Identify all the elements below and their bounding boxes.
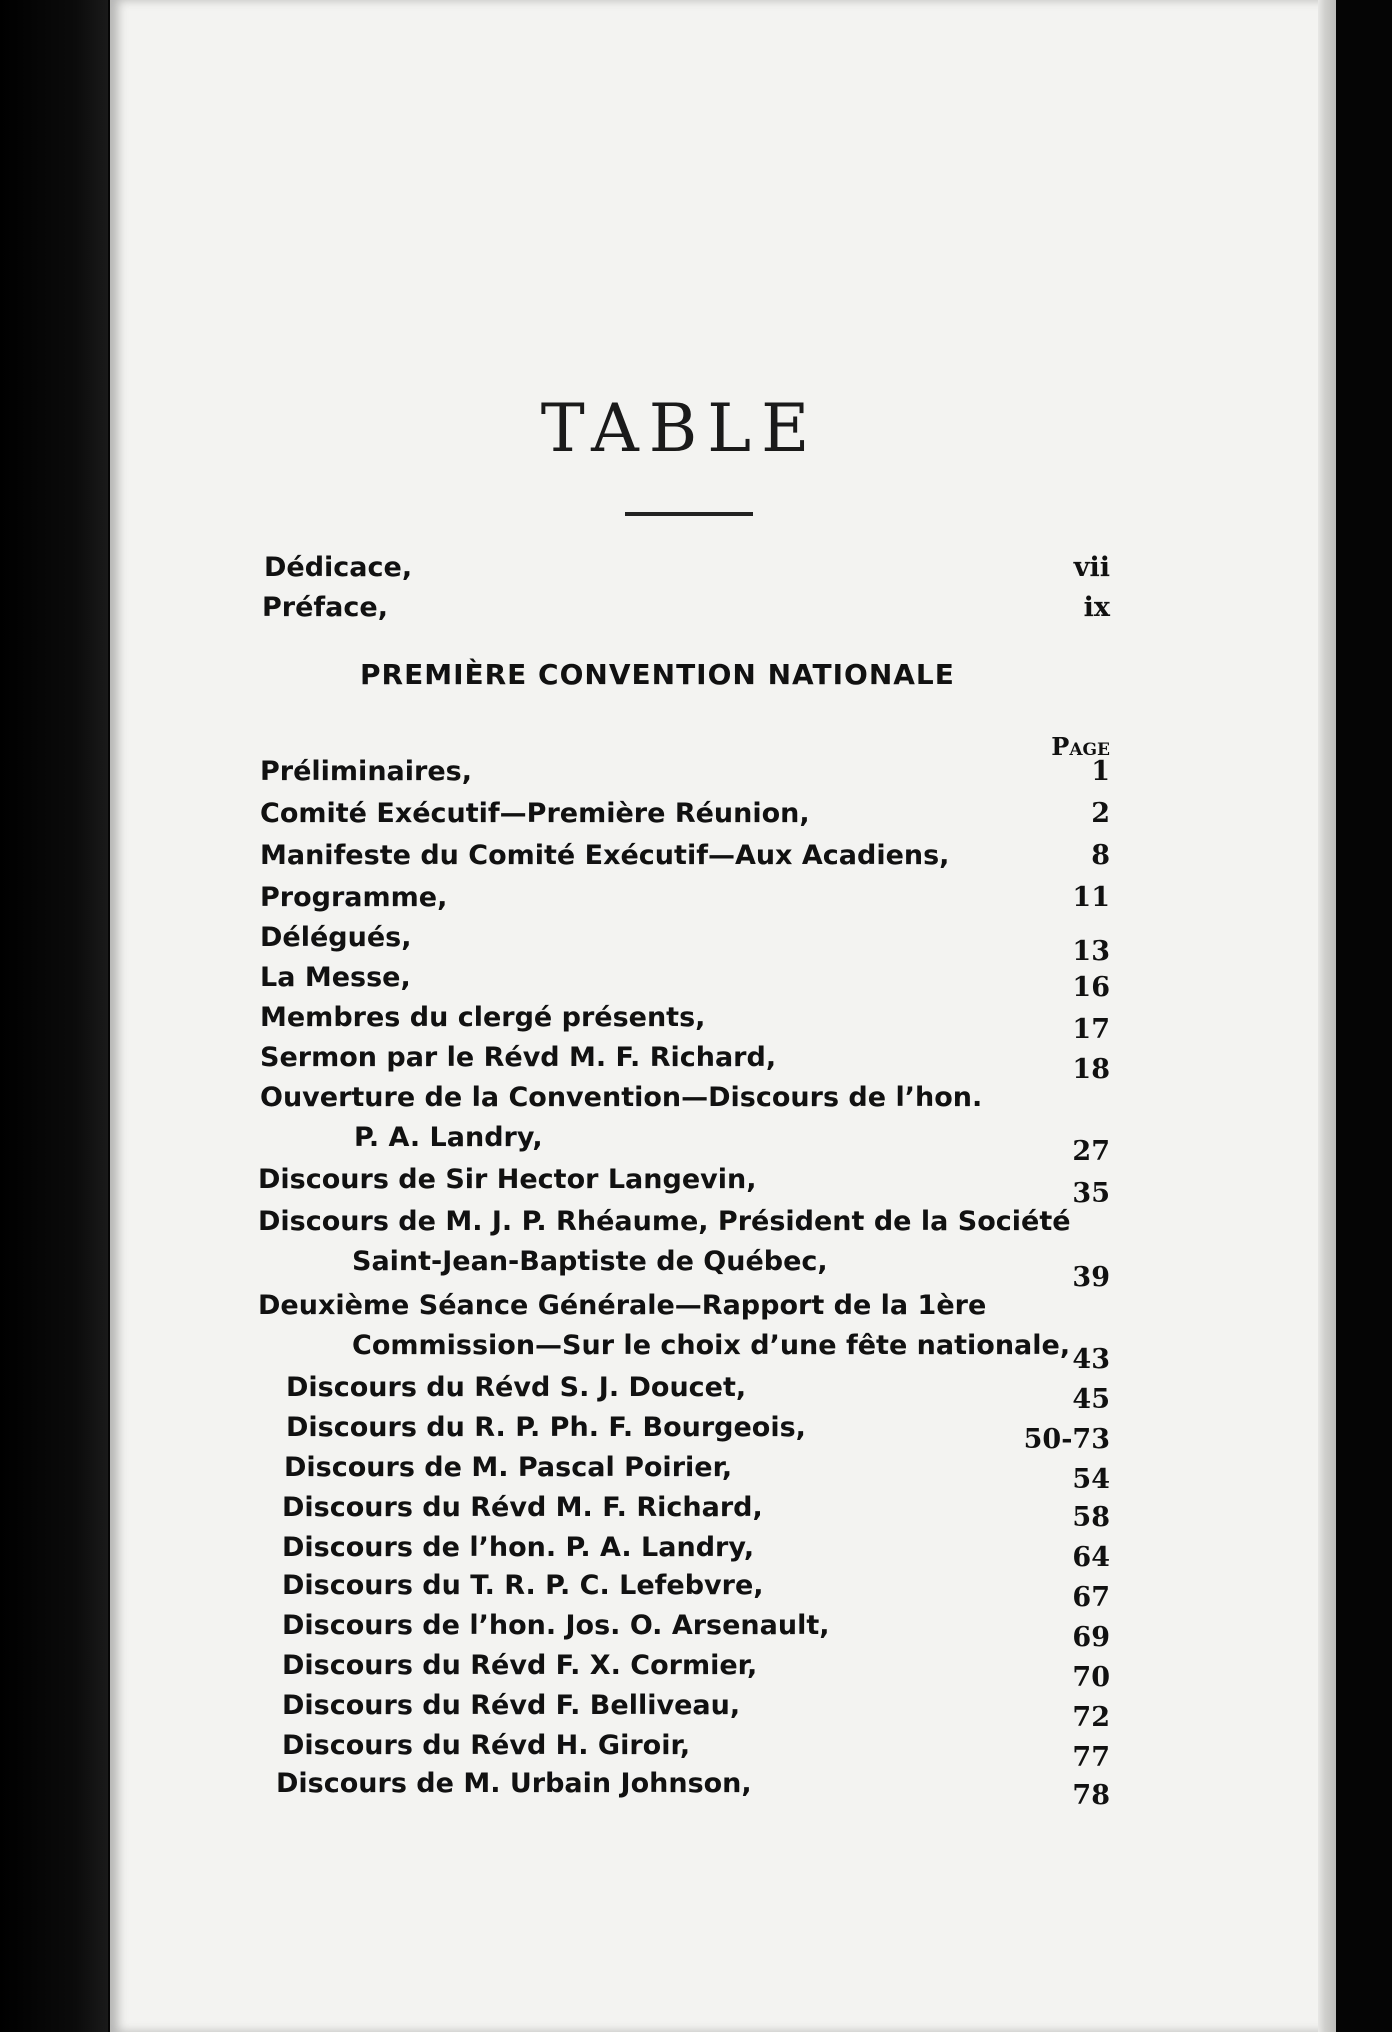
toc-entry <box>0 922 1392 967</box>
toc-page: 50-73 <box>1023 1424 1110 1455</box>
toc-entry <box>0 1730 1392 1773</box>
toc-entry <box>0 1122 1392 1167</box>
toc-label: Discours du T. R. P. C. Lefebvre, <box>282 1570 764 1601</box>
toc-entry <box>0 1532 1392 1572</box>
section-title: PREMIÈRE CONVENTION NATIONALE <box>360 658 955 691</box>
toc-label: Délégués, <box>260 922 412 953</box>
toc-entry-preface <box>0 592 1392 632</box>
toc-label: Ouverture de la Convention—Discours de l’hon. <box>260 1082 983 1113</box>
title-rule <box>625 512 753 516</box>
toc-page: 45 <box>1072 1384 1110 1415</box>
toc-label: Discours de l’hon. P. A. Landry, <box>282 1532 755 1563</box>
toc-entry <box>0 1206 1392 1246</box>
toc-label: Discours de l’hon. Jos. O. Arsenault, <box>282 1610 830 1641</box>
toc-page: 27 <box>1072 1136 1110 1167</box>
toc-entry <box>0 1164 1392 1209</box>
page-column-header: Page <box>1051 732 1110 761</box>
toc-page: 54 <box>1072 1464 1110 1495</box>
toc-label: Discours du R. P. Ph. F. Bourgeois, <box>286 1412 806 1443</box>
toc-entry <box>0 1768 1392 1811</box>
toc-label: Discours du Révd S. J. Doucet, <box>286 1372 747 1403</box>
toc-page: ix <box>1083 592 1110 623</box>
toc-entry-dedicace <box>0 552 1392 592</box>
toc-entry <box>0 756 1392 796</box>
toc-label: Discours du Révd H. Giroir, <box>282 1730 691 1761</box>
toc-label: Manifeste du Comité Exécutif—Aux Acadiens, <box>260 840 950 871</box>
toc-label: Discours de M. Urbain Johnson, <box>276 1768 752 1799</box>
toc-page: 69 <box>1072 1622 1110 1653</box>
toc-entry <box>0 1650 1392 1693</box>
toc-label: Discours de Sir Hector Langevin, <box>258 1164 757 1195</box>
toc-entry <box>0 1610 1392 1653</box>
toc-page: 43 <box>1072 1344 1110 1375</box>
toc-label: Membres du clergé présents, <box>260 1002 706 1033</box>
toc-entry <box>0 1042 1392 1085</box>
toc-page: 17 <box>1072 1014 1110 1045</box>
toc-entry <box>0 840 1392 880</box>
toc-entry <box>0 1330 1392 1375</box>
toc-entry <box>0 1290 1392 1330</box>
toc-label: Préliminaires, <box>260 756 472 787</box>
toc-entry <box>0 1492 1392 1532</box>
toc-page: 16 <box>1072 972 1110 1003</box>
toc-entry <box>0 1452 1392 1495</box>
toc-entry <box>0 962 1392 1002</box>
toc-page: 35 <box>1072 1178 1110 1209</box>
toc-page: 77 <box>1072 1742 1110 1773</box>
toc-label: Dédicace, <box>264 552 413 583</box>
toc-entry <box>0 882 1392 922</box>
toc-page: 67 <box>1072 1582 1110 1613</box>
toc-label: Préface, <box>262 592 388 623</box>
toc-entry <box>0 1372 1392 1415</box>
toc-entry <box>0 798 1392 838</box>
toc-entry <box>0 1082 1392 1122</box>
toc-label: Saint-Jean-Baptiste de Québec, <box>352 1246 828 1277</box>
toc-page: 11 <box>1072 882 1110 913</box>
toc-label: Discours du Révd F. X. Cormier, <box>282 1650 758 1681</box>
toc-page: 64 <box>1072 1542 1110 1573</box>
page-title: TABLE <box>540 390 820 467</box>
toc-entry <box>0 1412 1392 1455</box>
toc-label: Comité Exécutif—Première Réunion, <box>260 798 810 829</box>
toc-page: 18 <box>1072 1054 1110 1085</box>
toc-label: Programme, <box>260 882 448 913</box>
toc-entry <box>0 1570 1392 1613</box>
toc-label: Deuxième Séance Générale—Rapport de la 1ère <box>258 1290 987 1321</box>
toc-page: 13 <box>1072 936 1110 967</box>
toc-label: Discours du Révd M. F. Richard, <box>282 1492 763 1523</box>
toc-page: 8 <box>1091 840 1110 871</box>
toc-page: 72 <box>1072 1702 1110 1733</box>
toc-page: 70 <box>1072 1662 1110 1693</box>
toc-entry <box>0 1246 1392 1293</box>
toc-label: Discours de M. J. P. Rhéaume, Président de la Société <box>258 1206 1071 1237</box>
toc-label: Discours du Révd F. Belliveau, <box>282 1690 741 1721</box>
toc-entry <box>0 1002 1392 1045</box>
toc-label: Discours de M. Pascal Poirier, <box>284 1452 733 1483</box>
toc-page: 58 <box>1072 1502 1110 1533</box>
toc-label: P. A. Landry, <box>354 1122 543 1153</box>
toc-page: 39 <box>1072 1262 1110 1293</box>
toc-page: 78 <box>1072 1780 1110 1811</box>
toc-page: vii <box>1073 552 1110 583</box>
toc-entry <box>0 1690 1392 1733</box>
toc-label: La Messe, <box>260 962 411 993</box>
toc-page: 1 <box>1091 756 1110 787</box>
toc-page: 2 <box>1091 798 1110 829</box>
toc-label: Commission—Sur le choix d’une fête nationale, <box>352 1330 1071 1361</box>
toc-label: Sermon par le Révd M. F. Richard, <box>260 1042 777 1073</box>
